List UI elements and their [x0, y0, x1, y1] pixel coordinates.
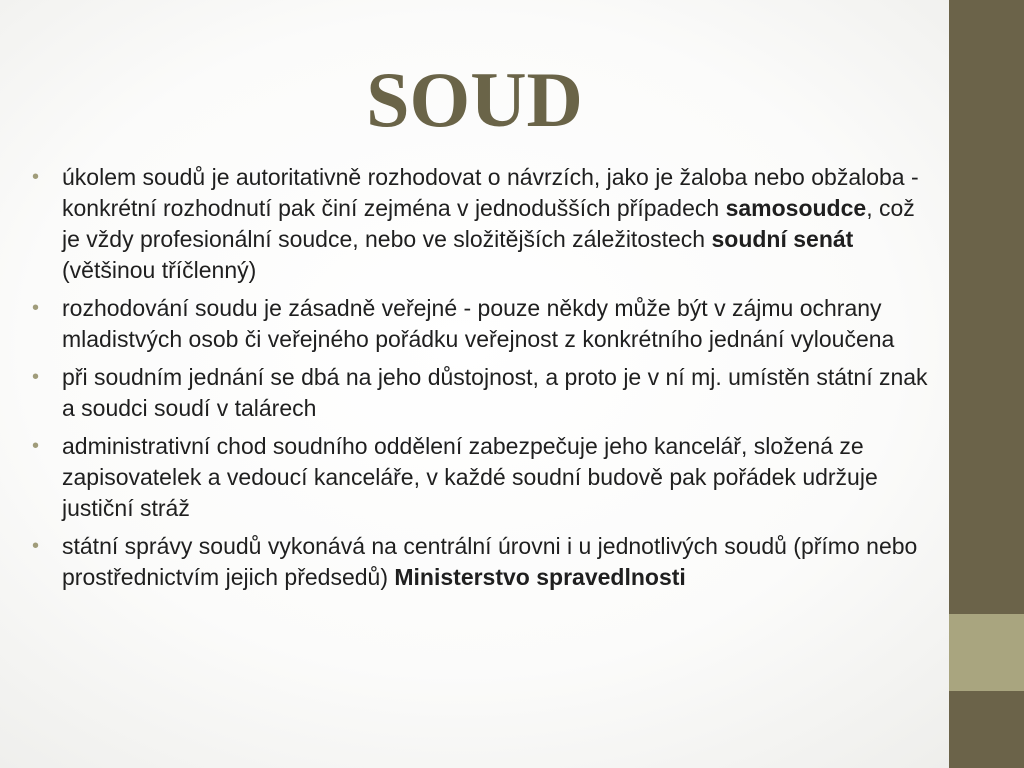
bullet-icon: •	[32, 435, 40, 457]
bullet-item	[30, 293, 935, 355]
bullet-item	[30, 531, 935, 593]
bullet-text: při soudním jednání se dbá na jeho důstojnost, a proto je v ní mj. umístěn státní znak a soudci soudí v talárech	[62, 364, 928, 421]
bullet-text: (většinou tříčlenný)	[62, 257, 257, 283]
bold-term: samosoudce	[725, 195, 867, 221]
bullet-text: administrativní chod soudního oddělení zabezpečuje jeho kancelář, složená ze zapisovatelek a vedoucí kanceláře, v každé soudní budově pak pořádek udržuje justiční stráž	[62, 433, 878, 521]
bold-term: soudní senát	[711, 226, 854, 252]
slide-title: SOUD	[366, 56, 583, 143]
bullet-item	[30, 431, 935, 524]
bullet-icon: •	[32, 366, 40, 388]
bullet-text: , což je vždy profesionální soudce, nebo ve složitějších záležitostech	[62, 195, 915, 252]
bullet-text: státní správy soudů vykonává na centrální úrovni i u jednotlivých soudů (přímo nebo prostřednictvím jejich předsedů)	[62, 533, 918, 590]
bullet-icon: •	[32, 535, 40, 557]
bold-term: Ministerstvo spravedlnosti	[394, 564, 686, 590]
bullet-text: rozhodování soudu je zásadně veřejné - pouze někdy může být v zájmu ochrany mladistvých osob či veřejného pořádku veřejnost z konkrétního jednání vyloučena	[62, 295, 895, 352]
bullet-item	[30, 162, 935, 286]
bullet-text: úkolem soudů je autoritativně rozhodovat o návrzích, jako je žaloba nebo obžaloba - konkrétní rozhodnutí pak činí zejména v jednodušších případech	[62, 164, 919, 221]
sidebar-accent-block	[949, 614, 1024, 691]
bullet-item	[30, 362, 935, 424]
bullet-list	[30, 162, 935, 600]
bullet-icon: •	[32, 297, 40, 319]
bullet-icon: •	[32, 166, 40, 188]
